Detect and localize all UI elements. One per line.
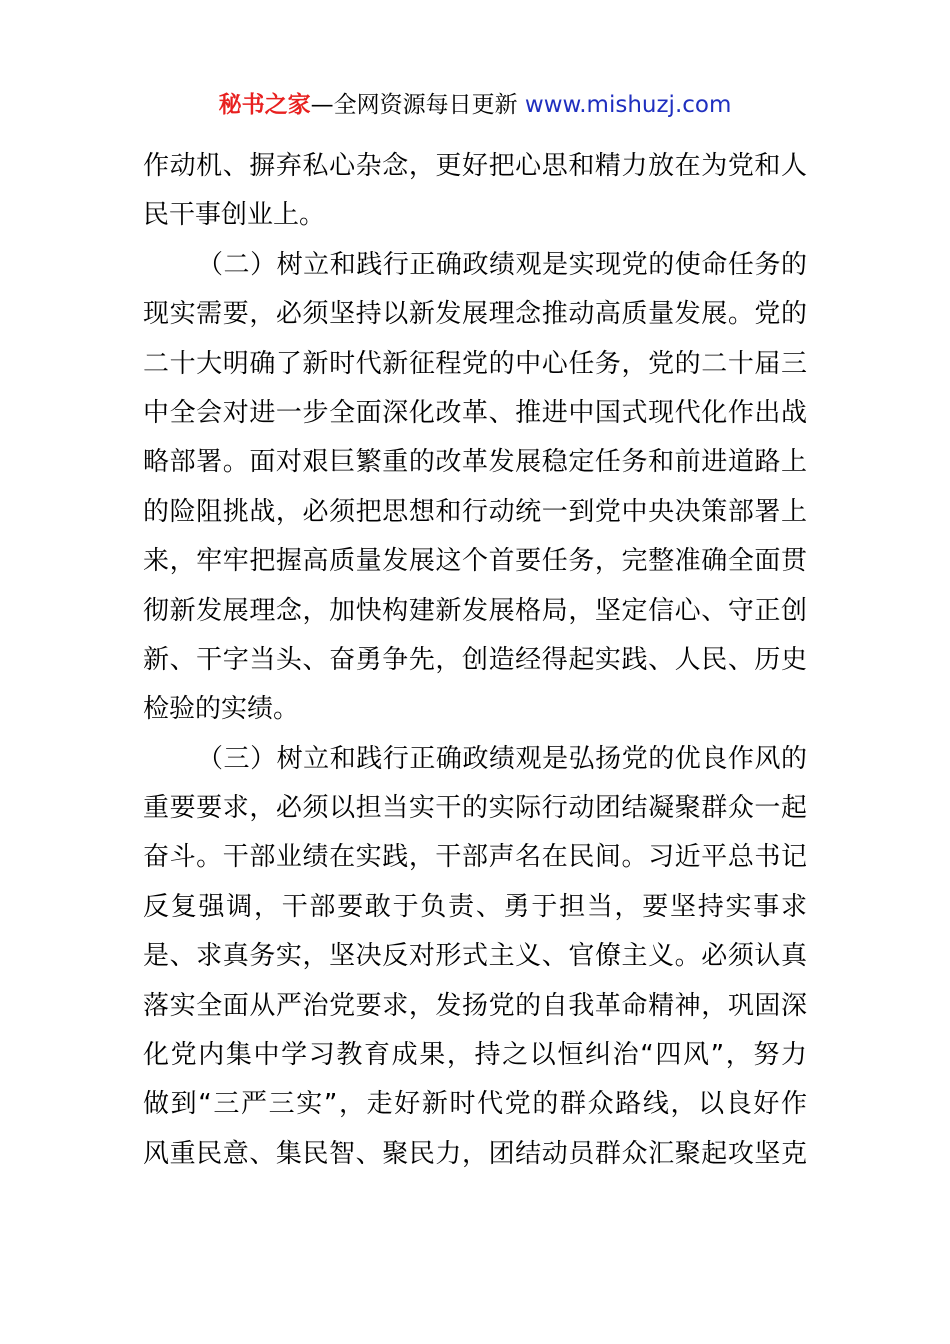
text-line: 的险阻挑战，必须把思想和行动统一到党中央决策部署上 xyxy=(143,496,807,527)
site-slogan: —全网资源每日更新 xyxy=(310,92,525,118)
text-line: 做到“三严三实”，走好新时代党的群众路线，以良好作 xyxy=(143,1089,807,1120)
site-header xyxy=(0,88,950,122)
text-line: 新、干字当头、奋勇争先，创造经得起实践、人民、历史 xyxy=(143,644,807,675)
section-heading-line: （三）树立和践行正确政绩观是弘扬党的优良作风的 xyxy=(197,743,807,774)
text-line: 来，牢牢把握高质量发展这个首要任务，完整准确全面贯 xyxy=(143,546,807,577)
text-line: 检验的实绩。 xyxy=(143,694,300,725)
text-line: 反复强调，干部要敢于负责、勇于担当，要坚持实事求 xyxy=(143,891,807,922)
section-heading-line: （二）树立和践行正确政绩观是实现党的使命任务的 xyxy=(197,249,807,280)
text-line: 二十大明确了新时代新征程党的中心任务，党的二十届三 xyxy=(143,348,807,379)
text-line: 风重民意、集民智、聚民力，团结动员群众汇聚起攻坚克 xyxy=(143,1138,807,1169)
text-line: 奋斗。干部业绩在实践，干部声名在民间。习近平总书记 xyxy=(143,842,807,873)
text-line: 化党内集中学习教育成果，持之以恒纠治“四风”，努力 xyxy=(143,1040,807,1071)
text-line: 重要要求，必须以担当实干的实际行动团结凝聚群众一起 xyxy=(143,793,807,824)
text-line: 是、求真务实，坚决反对形式主义、官僚主义。必须认真 xyxy=(143,941,807,972)
text-line: 略部署。面对艰巨繁重的改革发展稳定任务和前进道路上 xyxy=(143,447,807,478)
site-url-link[interactable]: www.mishuzj.com xyxy=(524,92,732,118)
document-body xyxy=(143,145,807,1182)
site-brand: 秘书之家 xyxy=(218,92,311,118)
text-line: 中全会对进一步全面深化改革、推进中国式现代化作出战 xyxy=(143,397,807,428)
text-line: 现实需要，必须坚持以新发展理念推动高质量发展。党的 xyxy=(143,299,807,330)
text-line: 民干事创业上。 xyxy=(143,200,326,231)
text-line: 彻新发展理念，加快构建新发展格局，坚定信心、守正创 xyxy=(143,595,807,626)
text-line: 落实全面从严治党要求，发扬党的自我革命精神，巩固深 xyxy=(143,990,807,1021)
text-line: 作动机、摒弃私心杂念，更好把心思和精力放在为党和人 xyxy=(143,151,807,181)
